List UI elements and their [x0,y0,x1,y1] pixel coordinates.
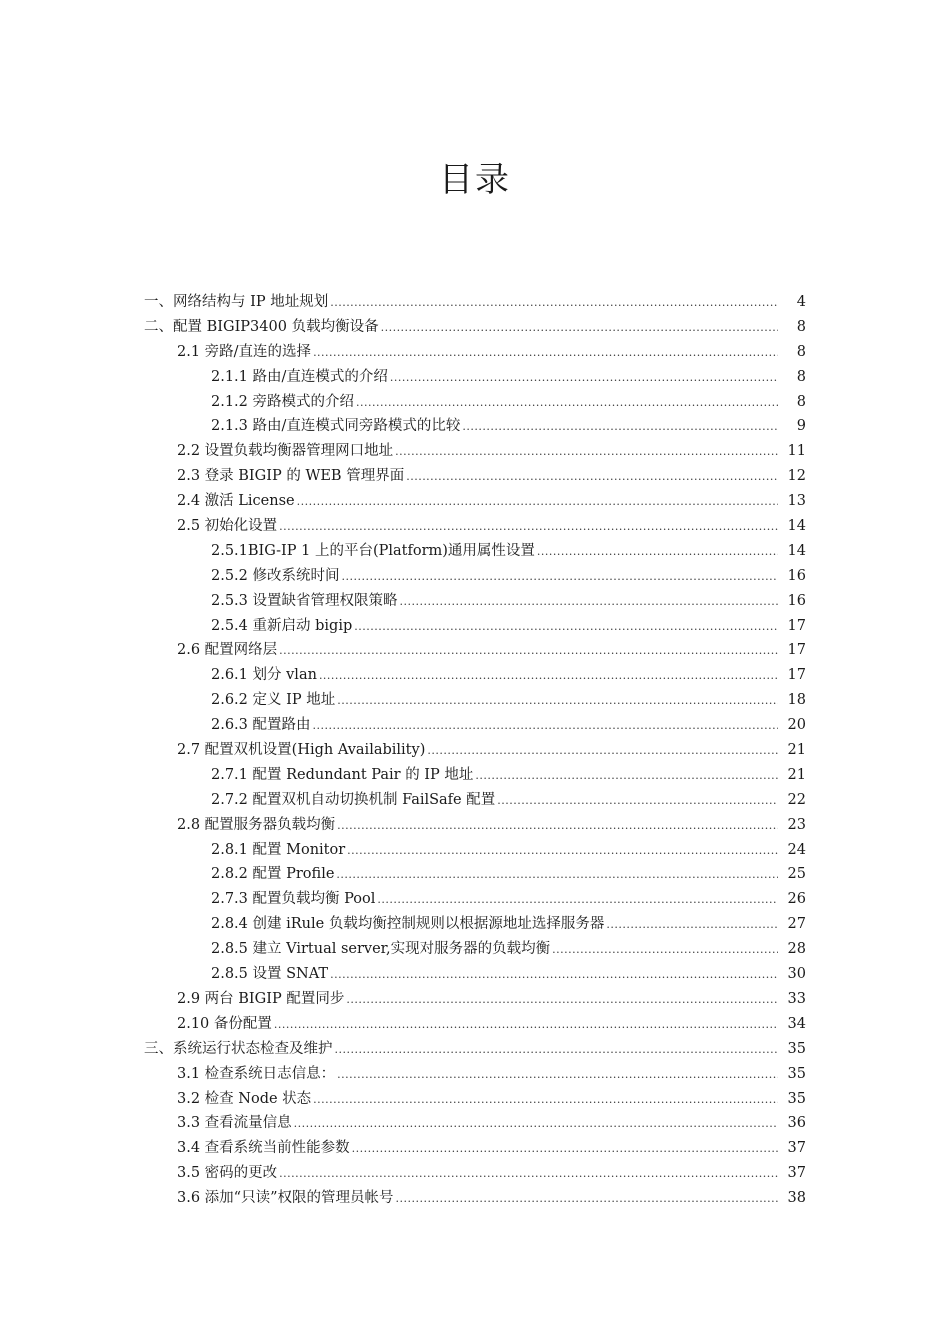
toc-entry-title: 2.6.2 定义 IP 地址 [211,692,336,709]
toc-page-number: 8 [796,318,806,335]
toc-entry[interactable] [0,713,950,738]
toc-dot-leader [606,913,778,938]
toc-page-number: 18 [787,692,806,709]
toc-page-number: 8 [796,368,806,385]
toc-entry[interactable] [0,489,950,514]
toc-entry[interactable] [0,1186,950,1211]
toc-entry[interactable] [0,813,950,838]
table-of-contents [0,290,950,1211]
toc-entry-title: 2.6.3 配置路由 [211,717,311,734]
toc-page-number: 21 [787,742,806,759]
toc-entry[interactable] [0,1062,950,1087]
toc-entry[interactable] [0,887,950,912]
toc-page-number: 30 [787,966,806,983]
toc-entry[interactable] [0,539,950,564]
toc-entry[interactable] [0,763,950,788]
toc-dot-leader [475,764,778,789]
toc-entry-title: 2.7.2 配置双机自动切换机制 FailSafe 配置 [211,791,496,808]
toc-entry[interactable] [0,912,950,937]
toc-dot-leader [297,490,778,515]
toc-page-number: 38 [787,1190,806,1207]
toc-page-number: 17 [787,667,806,684]
toc-entry-title: 3.2 检查 Node 状态 [177,1090,312,1107]
toc-entry[interactable] [0,340,950,365]
toc-entry[interactable] [0,1012,950,1037]
toc-entry[interactable] [0,862,950,887]
toc-entry-title: 2.8.2 配置 Profile [211,866,335,883]
toc-page-number: 21 [787,766,806,783]
toc-page-number: 13 [787,493,806,510]
toc-entry[interactable] [0,788,950,813]
toc-entry[interactable] [0,439,950,464]
toc-dot-leader [336,863,778,888]
toc-entry[interactable] [0,1161,950,1186]
toc-dot-leader [294,1112,778,1137]
toc-page-number: 28 [787,941,806,958]
toc-entry-title: 3.4 查看系统当前性能参数 [177,1140,350,1157]
toc-entry-title: 2.1.3 路由/直连模式同旁路模式的比较 [211,418,461,435]
toc-dot-leader [335,1038,779,1063]
toc-entry-title: 一、网络结构与 IP 地址规划 [144,294,329,310]
toc-entry-title: 2.8 配置服务器负载均衡 [177,816,336,833]
toc-dot-leader [427,739,778,764]
toc-page-number: 25 [787,866,806,883]
toc-entry-title: 2.10 备份配置 [177,1015,272,1032]
toc-page-number: 27 [787,916,806,933]
toc-page-number: 35 [787,1065,806,1082]
toc-entry-title: 3.3 查看流量信息 [177,1115,292,1132]
toc-entry-title: 2.1 旁路/直连的选择 [177,343,312,360]
toc-page-number: 20 [787,717,806,734]
toc-dot-leader [346,988,778,1013]
toc-entry[interactable] [0,589,950,614]
toc-dot-leader [396,1187,779,1212]
toc-entry-title: 2.1.1 路由/直连模式的介绍 [211,368,388,385]
toc-entry-title: 2.1.2 旁路模式的介绍 [211,393,355,410]
toc-page-number: 26 [787,891,806,908]
toc-entry[interactable] [0,464,950,489]
toc-dot-leader [279,639,778,664]
toc-page-number: 24 [787,841,806,858]
toc-entry[interactable] [0,738,950,763]
toc-dot-leader [319,664,778,689]
toc-entry[interactable] [0,315,950,340]
toc-dot-leader [337,814,778,839]
toc-entry-title: 2.8.5 建立 Virtual server,实现对服务器的负载均衡 [211,941,551,958]
toc-entry-title: 三、系统运行状态检查及维护 [144,1040,333,1057]
toc-entry[interactable] [0,937,950,962]
toc-page-number: 34 [787,1015,806,1032]
toc-page-number: 16 [787,592,806,609]
toc-entry[interactable] [0,564,950,589]
toc-entry-title: 2.8.1 配置 Monitor [211,841,346,858]
toc-dot-leader [330,963,778,988]
toc-entry[interactable] [0,1136,950,1161]
toc-entry-title: 2.5.3 设置缺省管理权限策略 [211,592,398,609]
toc-dot-leader [497,789,778,814]
toc-dot-leader [354,615,778,640]
toc-entry-title: 2.7.3 配置负载均衡 Pool [211,891,376,908]
toc-entry-title: 2.5.1BIG-IP 1 上的平台(Platform)通用属性设置 [211,542,535,559]
toc-dot-leader [342,565,778,590]
toc-dot-leader [352,1137,778,1162]
toc-entry-title: 2.5.4 重新启动 bigip [211,617,353,634]
toc-entry-title: 3.1 检查系统日志信息： [177,1065,336,1082]
toc-page-number: 16 [787,567,806,584]
toc-entry-title: 2.6 配置网络层 [177,642,278,659]
toc-entry[interactable] [0,688,950,713]
toc-entry[interactable] [0,1037,950,1062]
toc-dot-leader [347,839,778,864]
toc-dot-leader [330,291,778,316]
toc-page-number: 14 [787,518,806,535]
toc-entry[interactable] [0,987,950,1012]
toc-entry-title: 2.5 初始化设置 [177,518,278,535]
toc-entry[interactable] [0,514,950,539]
toc-dot-leader [406,465,778,490]
toc-page-number: 35 [787,1040,806,1057]
toc-dot-leader [313,341,778,366]
toc-entry-title: 2.6.1 划分 vlan [211,667,317,684]
toc-entry[interactable] [0,390,950,415]
toc-dot-leader [390,366,778,391]
toc-dot-leader [279,1162,778,1187]
toc-page-number: 33 [787,990,806,1007]
toc-dot-leader [337,689,778,714]
toc-page-number: 9 [796,418,806,435]
toc-dot-leader [377,888,778,913]
toc-page-number: 12 [787,468,806,485]
toc-page-number: 8 [796,393,806,410]
toc-dot-leader [313,1088,778,1113]
toc-entry-title: 2.3 登录 BIGIP 的 WEB 管理界面 [177,468,405,485]
toc-entry-title: 2.7 配置双机设置(High Availability) [177,742,426,759]
toc-entry[interactable] [0,1087,950,1112]
toc-dot-leader [313,714,778,739]
toc-page-number: 22 [787,791,806,808]
toc-entry[interactable] [0,838,950,863]
toc-page-number: 36 [787,1115,806,1132]
toc-entry-title: 2.8.5 设置 SNAT [211,966,329,983]
toc-page-number: 37 [787,1140,806,1157]
toc-page-number: 17 [787,617,806,634]
toc-page-number: 37 [787,1165,806,1182]
toc-page-number: 23 [787,816,806,833]
toc-entry[interactable] [0,414,950,439]
toc-page-number: 11 [787,443,806,460]
toc-entry-title: 2.2 设置负载均衡器管理网口地址 [177,443,394,460]
toc-entry-title: 3.5 密码的更改 [177,1165,278,1182]
toc-page-number: 8 [796,343,806,360]
toc-dot-leader [462,415,778,440]
toc-dot-leader [552,938,778,963]
toc-entry-title: 3.6 添加“只读”权限的管理员帐号 [177,1190,394,1207]
toc-page-number: 4 [796,294,806,310]
toc-entry[interactable] [0,614,950,639]
toc-dot-leader [356,391,778,416]
page-title: 目录 [439,160,511,200]
toc-entry-title: 2.8.4 创建 iRule 负载均衡控制规则以根据源地址选择服务器 [211,916,605,933]
toc-entry-title: 2.5.2 修改系统时间 [211,567,340,584]
toc-dot-leader [279,515,778,540]
toc-entry-title: 2.9 两台 BIGIP 配置同步 [177,990,345,1007]
toc-dot-leader [537,540,778,565]
toc-dot-leader [274,1013,778,1038]
toc-entry[interactable] [0,663,950,688]
toc-entry[interactable] [0,1111,950,1136]
toc-page-number: 35 [787,1090,806,1107]
toc-entry[interactable] [0,290,950,315]
toc-entry[interactable] [0,365,950,390]
toc-dot-leader [337,1063,778,1088]
toc-entry-title: 二、配置 BIGIP3400 负载均衡设备 [144,318,379,335]
toc-dot-leader [395,440,778,465]
toc-page-number: 14 [787,542,806,559]
toc-page-number: 17 [787,642,806,659]
toc-entry-title: 2.7.1 配置 Redundant Pair 的 IP 地址 [211,766,474,783]
toc-entry[interactable] [0,638,950,663]
toc-dot-leader [400,590,778,615]
toc-dot-leader [381,316,778,341]
toc-entry-title: 2.4 激活 License [177,493,295,510]
toc-entry[interactable] [0,962,950,987]
